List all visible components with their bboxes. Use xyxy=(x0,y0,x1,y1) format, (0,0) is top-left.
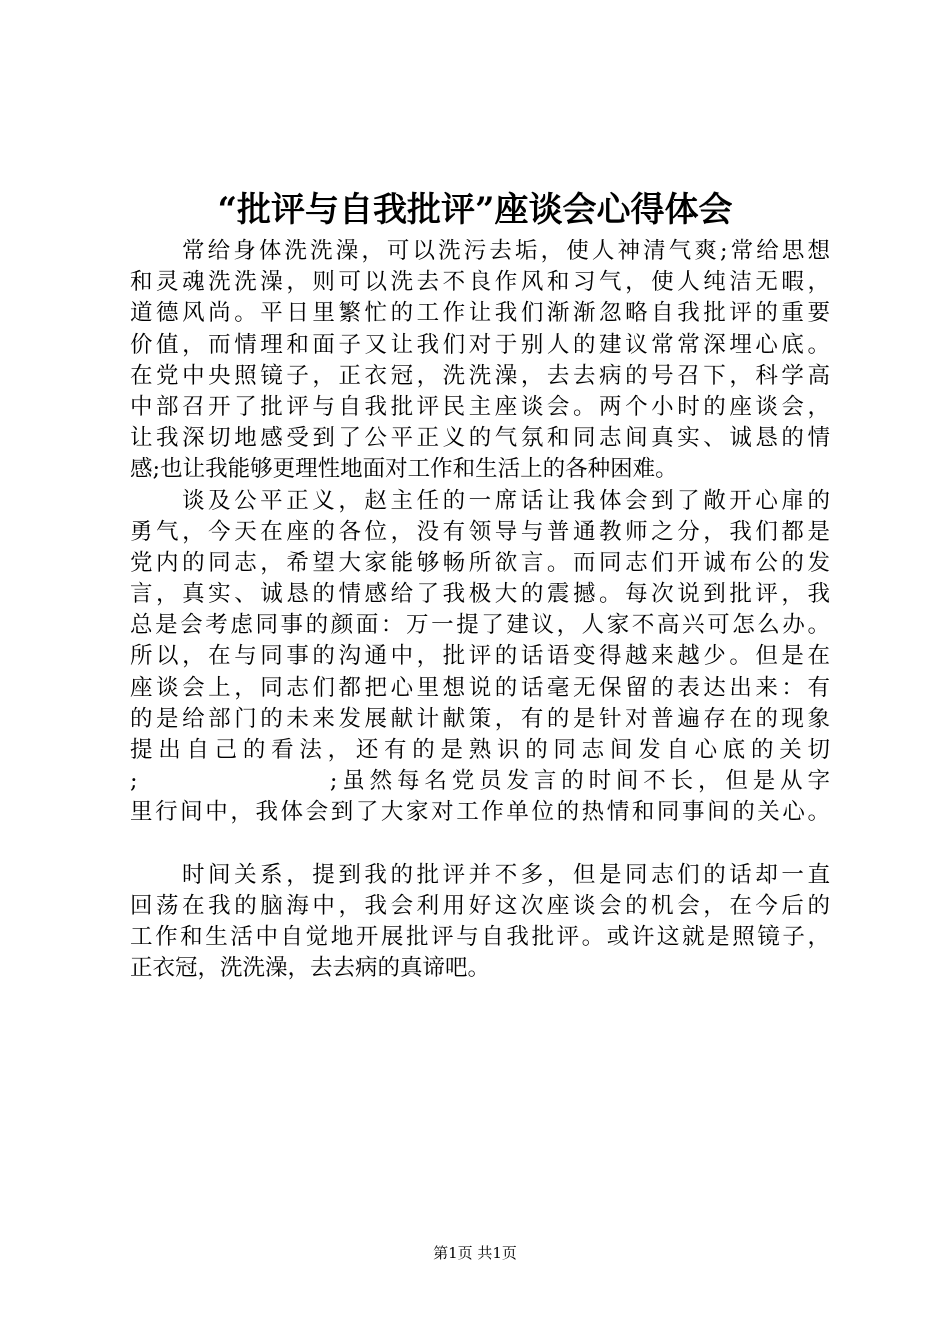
page-footer: 第1页 共1页 xyxy=(433,1244,517,1262)
paragraph-line: 提出自己的看法，还有的是熟识的同志间发自心底的关切 xyxy=(130,737,830,763)
paragraph-line: 所以，在与同事的沟通中，批评的话语变得越来越少。但是在 xyxy=(130,643,830,670)
paragraph-line: 时间关系，提到我的批评并不多，但是同志们的话却一直 xyxy=(182,861,830,888)
paragraph-line: 座谈会上，同志们都把心里想说的话毫无保留的表达出来：有 xyxy=(130,674,830,701)
paragraph-line: 让我深切地感受到了公平正义的气氛和同志间真实、诚恳的情 xyxy=(130,425,830,452)
paragraph-2 xyxy=(130,486,830,829)
paragraph-3 xyxy=(130,860,830,985)
paragraph-line: ; ;虽然每名党员发言的时间不长，但是从字 xyxy=(130,768,830,795)
paragraph-line: 勇气，今天在座的各位，没有领导与普通教师之分，我们都是 xyxy=(130,518,830,545)
paragraph-line: 总是会考虑同事的颜面：万一提了建议，人家不高兴可怎么办。 xyxy=(130,612,830,639)
paragraph-line: 的是给部门的未来发展献计献策，有的是针对普遍存在的现象 xyxy=(130,705,830,732)
paragraph-line: 在党中央照镜子，正衣冠，洗洗澡，去去病的号召下，科学高 xyxy=(130,362,830,389)
paragraph-line: 谈及公平正义，赵主任的一席话让我体会到了敞开心扉的 xyxy=(182,487,830,514)
paragraph-line: 常给身体洗洗澡，可以洗污去垢，使人神清气爽;常给思想 xyxy=(182,238,830,264)
paragraph-line: 感;也让我能够更理性地面对工作和生活上的各种困难。 xyxy=(130,456,678,483)
paragraph-line: 中部召开了批评与自我批评民主座谈会。两个小时的座谈会， xyxy=(130,393,830,420)
paragraph-line: 和灵魂洗洗澡，则可以洗去不良作风和习气，使人纯洁无暇， xyxy=(130,269,830,296)
paragraph-line: 价值，而情理和面子又让我们对于别人的建议常常深埋心底。 xyxy=(130,331,830,358)
paragraph-line: 道德风尚。平日里繁忙的工作让我们渐渐忽略自我批评的重要 xyxy=(130,300,830,327)
paragraph-spacer xyxy=(130,829,830,860)
paragraph-line: 言，真实、诚恳的情感给了我极大的震撼。每次说到批评，我 xyxy=(130,581,830,608)
document-title: “批评与自我批评”座谈会心得体会 xyxy=(217,190,733,230)
paragraph-line: 工作和生活中自觉地开展批评与自我批评。或许这就是照镜子， xyxy=(130,924,830,951)
paragraph-line: 正衣冠，洗洗澡，去去病的真谛吧。 xyxy=(130,955,491,982)
paragraph-1 xyxy=(130,236,830,486)
paragraph-line: 回荡在我的脑海中，我会利用好这次座谈会的机会，在今后的 xyxy=(130,892,830,919)
paragraph-line: 里行间中，我体会到了大家对工作单位的热情和同事间的关心。 xyxy=(130,799,830,826)
document-body xyxy=(130,236,830,985)
paragraph-line: 党内的同志，希望大家能够畅所欲言。而同志们开诚布公的发 xyxy=(130,549,830,576)
